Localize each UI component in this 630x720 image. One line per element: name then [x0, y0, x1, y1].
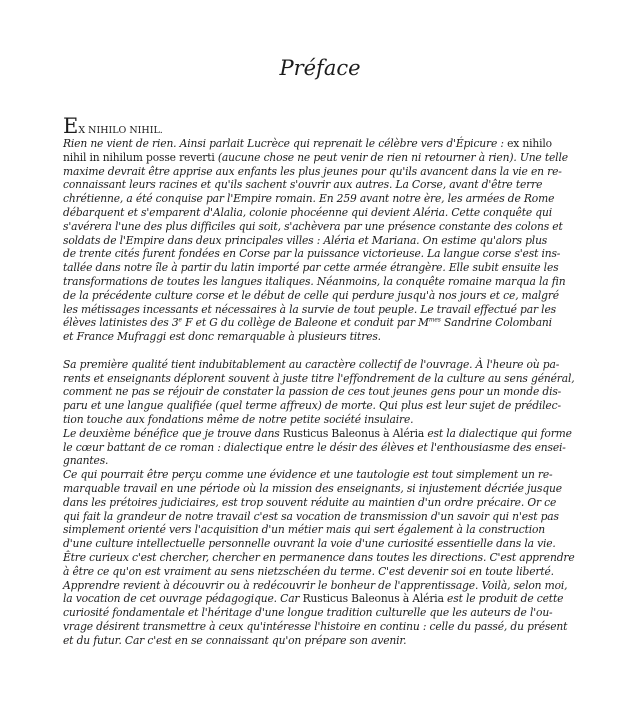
- preface-page: [63, 56, 577, 647]
- paragraph-4: [63, 468, 577, 647]
- p1-latin-quote: ex nihilo nihil in nihilum posse reverti: [63, 137, 552, 164]
- p4-text-a: Ce qui pourrait être perçu comme une évidence et une tautologie est tout simplement un re- marquable travail en une période où la mission des enseignants, si injustement décriée jusque dans les prétoires judiciaires, est trop souvent réduite au maintien d'un ordre précaire. Or ce qui fait la grandeur de notre travail c'est sa vocation de transmission d'un savoir qui n'est pas simplement orienté vers l'acquisition d'un métier mais qui sert également à la construction d'une culture intellectuelle personnelle ouvrant la voie d'une curiosité essentielle dans la vie. Être curieux c'est chercher, chercher en permanence dans toutes les directions. C'est apprendre à être ce qu'on est vraiment au sens nietzschéen du terme. C'est devenir soi en toute liberté. Apprendre revient à découvrir ou à redécouvrir le bonheur de l'apprentissage. Voilà, selon moi, la vocation de cet ouvrage pédagogique. Car: [63, 468, 575, 606]
- p3-text-a: Le deuxième bénéfice que je trouve dans: [63, 426, 283, 440]
- paragraph-1: [63, 137, 577, 344]
- opening-line: [63, 114, 577, 138]
- paragraph-3: [63, 427, 577, 468]
- p1-text-d: Sandrine Colombani et France Mufraggi est donc remarquable à plusieurs titres.: [63, 316, 552, 344]
- opening-small-caps: X NIHILO NIHIL.: [78, 125, 163, 136]
- paragraph-gap: [63, 344, 577, 358]
- p4-book-title: Rusticus Baleonus à Aléria: [302, 592, 444, 606]
- paragraph-2: Sa première qualité tient indubitablement au caractère collectif de l'ouvrage. À l'heure où pa- rents et enseignants déplorent souvent à juste titre l'effondrement de la culture au sens général, comment ne pas se réjouir de constater la passion de ces tout jeunes gens pour un monde dis- paru et une langue qualifiée (quel terme affreux) de morte. Qui plus est leur sujet de prédilec- tion touche aux fondations même de notre petite société insulaire.: [63, 357, 575, 426]
- p1-text-b: (aucune chose ne peut venir de rien ni retourner à rien). Une telle maxime devrait être apprise aux enfants les plus jeunes pour qu'ils avancent dans la vie en re- connaissant leurs racines et qu'ils sachent s'ouvrir aux autres. La Corse, avant d'être terre chrétienne, a été conquise par l'Empire romain. En 259 avant notre ère, les armées de Rome débarquent et s'emparent d'Alalia, colonie phocéenne qui devient Aléria. Cette conquête qui s'avérera l'une des plus difficiles qui soit, s'achèvera par une présence constante des colons et soldats de l'Empire dans deux principales villes : Aléria et Mariana. On estime qu'alors plus de trente cités furent fondées en Corse par la puissance victorieuse. La langue corse s'est ins- tallée dans notre île à partir du latin importé par cette armée étrangère. Elle subit ensuite les transformations de toutes les langues italiques. Néanmoins, la conquête romaine marqua la fin de la précédente culture corse et le début de celle qui perdure jusqu'à nos jours et ce, malgré les métissages incessants et nécessaires à la survie de tout peuple. Le travail effectué par les élèves latinistes des 3: [63, 150, 568, 330]
- p3-text-b: est la dialectique qui forme le cœur battant de ce roman : dialectique entre le désir des élèves et l'enthousiasme des ensei- gnantes.: [63, 426, 572, 468]
- drop-cap: E: [63, 114, 79, 138]
- p1-text-a: Rien ne vient de rien. Ainsi parlait Lucrèce qui reprenait le célèbre vers d'Épicure :: [63, 137, 508, 150]
- p3-book-title: Rusticus Baleonus à Aléria: [282, 426, 425, 440]
- page-title: Préface: [279, 56, 361, 80]
- p1-sup-mes: mes: [428, 316, 441, 324]
- p1-sup-e: e: [178, 316, 182, 324]
- p4-text-b: est le produit de cette curiosité fondamentale et l'héritage d'une longue tradition culturelle que les auteurs de l'ou- vrage désirent transmettre à ceux qu'intéresse l'histoire en continu : celle du passé, du présent et du futur. Car c'est en se connaissant qu'on prépare son avenir.: [63, 592, 568, 647]
- p1-text-c: F et G du collège de Baleone et conduit par M: [181, 316, 429, 330]
